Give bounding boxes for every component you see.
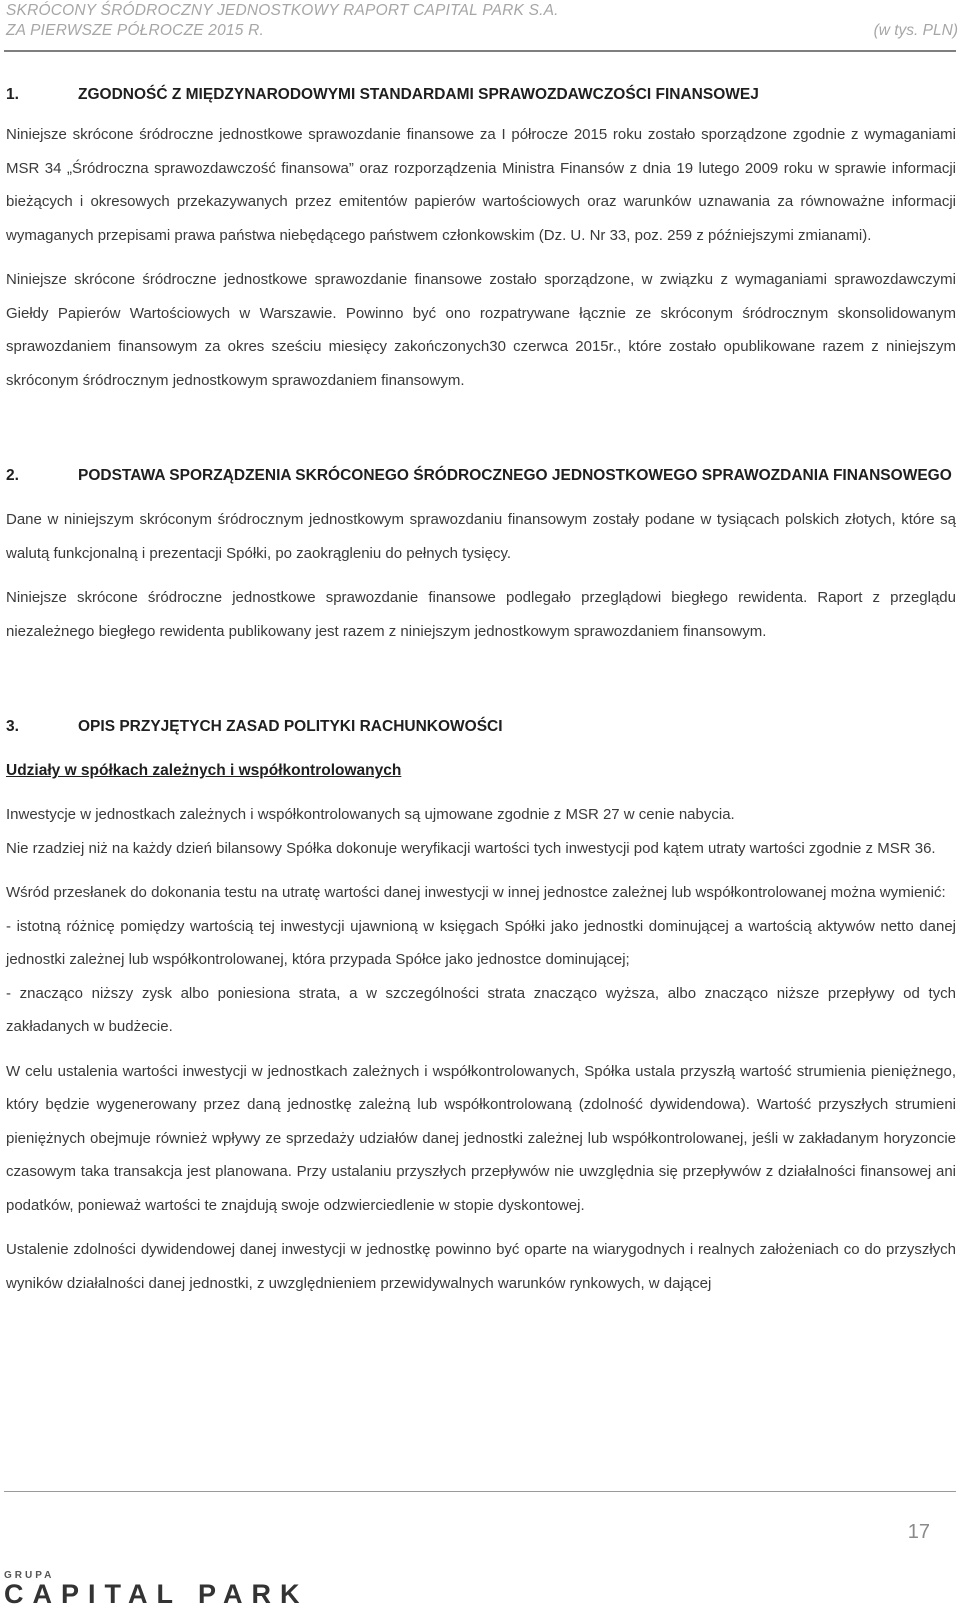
section-1-title: ZGODNOŚĆ Z MIĘDZYNARODOWYMI STANDARDAMI SPRAWOZDAWCZOŚCI FINANSOWEJ [78,86,759,103]
section-3-paragraph-5: Ustalenie zdolności dywidendowej danej inwestycji w jednostkę powinno być oparte na wiarygodnych i realnych założeniach co do przyszłych wyników działalności danej jednostki, z uwzględnieniem przewidywalnych warunków rynkowych, w dającej [6,1241,956,1292]
section-3-paragraph-2: Nie rzadziej niż na każdy dzień bilansowy Spółka dokonuje weryfikacji wartości tych inwestycji pod kątem utraty wartości zgodnie z MSR 36. [6,839,936,857]
section-3-bullet-2: - znacząco niższy zysk albo poniesiona strata, a w szczególności strata znacząco wyższa, albo znacząco niższe przepływy od tych zakładanych w budżecie. [6,984,956,1035]
section-3-paragraph-3: Wśród przesłanek do dokonania testu na utratę wartości danej inwestycji w innej jednostce zależnej lub współkontrolowanej można wymienić: [6,884,946,901]
section-2-paragraph-1: Dane w niniejszym skróconym śródrocznym jednostkowym sprawozdaniu finansowym zostały podane w tysiącach polskich złotych, które są walutą funkcjonalną i prezentacji Spółki, po zaokrągleniu do pełnych tysięcy. [6,511,956,562]
section-1-paragraph-2: Niniejsze skrócone śródroczne jednostkowe sprawozdanie finansowe zostało sporządzone, w związku z wymaganiami sprawozdawczymi Giełdy Papierów Wartościowych w Warszawie. Powinno być ono rozpatrywane łącznie ze skróconym śródrocznym skonsolidowanym sprawozdaniem finansowym za okres sześciu miesięcy zakończonych30 czerwca 2015r., które zostało opublikowane razem z niniejszym skróconym śródrocznym jednostkowym sprawozdaniem finansowym. [6,271,956,389]
section-1-number: 1. [6,86,19,103]
report-period: ZA PIERWSZE PÓŁROCZE 2015 R. [6,22,264,39]
header-divider [4,50,956,52]
page-number: 17 [907,1521,930,1543]
section-3-subheading: Udziały w spółkach zależnych i współkontrolowanych [6,762,402,779]
currency-unit: (w tys. PLN) [873,22,958,39]
company-logo [4,1570,309,1610]
report-title: SKRÓCONY ŚRÓDROCZNY JEDNOSTKOWY RAPORT CAPITAL PARK S.A. [6,2,559,19]
section-3-paragraph-4: W celu ustalenia wartości inwestycji w jednostkach zależnych i współkontrolowanych, Spółka ustala przyszłą wartość strumienia pieniężnego, który będzie wygenerowany przez daną jednostkę zależną lub współkontrolowaną (zdolność dywidendowa). Wartość przyszłych strumieni pieniężnych obejmuje również wpływy ze sprzedaży udziałów danej jednostki zależnej lub współkontrolowanej, jeśli w zakładanym horyzoncie czasowym taka transakcja jest planowana. Przy ustalaniu przyszłych przepływów nie uwzględnia się przepływów z działalności finansowej ani podatków, ponieważ wartości te znajdują swoje odzwierciedlenie w stopie dyskontowej. [6,1062,956,1214]
section-3-paragraph-1: Inwestycje w jednostkach zależnych i współkontrolowanych są ujmowane zgodnie z MSR 27 w cenie nabycia. [6,806,735,823]
section-1-heading [6,78,956,112]
section-2-heading [6,459,956,493]
section-3-bullet-1: - istotną różnicę pomiędzy wartością tej inwestycji ujawnioną w księgach Spółki jako jednostki dominującej a wartością aktywów netto danej jednostki zależnej lub współkontrolowanej, która przypada Spółce jako jednostce dominującej; [6,917,956,968]
section-3-title: OPIS PRZYJĘTYCH ZASAD POLITYKI RACHUNKOWOŚCI [78,718,503,735]
section-1-paragraph-1: Niniejsze skrócone śródroczne jednostkowe sprawozdanie finansowe za I półrocze 2015 roku zostało sporządzone zgodnie z wymaganiami MSR 34 „Śródroczna sprawozdawczość finansowa” oraz rozporządzenia Ministra Finansów z dnia 19 lutego 2009 roku w sprawie informacji bieżących i okresowych przekazywanych przez emitentów papierów wartościowych oraz warunków uznawania za równoważne informacji wymaganych przepisami prawa państwa niebędącego państwem członkowskim (Dz. U. Nr 33, poz. 259 z późniejszymi zmianami). [6,126,956,244]
section-2-paragraph-2: Niniejsze skrócone śródroczne jednostkowe sprawozdanie finansowe podlegało przeglądowi biegłego rewidenta. Raport z przeglądu niezależnego biegłego rewidenta publikowany jest razem z niniejszym jednostkowym sprawozdaniem finansowym. [6,589,956,640]
document-body [6,78,956,1300]
section-3-heading [6,710,956,744]
section-2-number: 2. [6,467,19,484]
logo-grupa-text: GRUPA [4,1570,55,1581]
section-2-title: PODSTAWA SPORZĄDZENIA SKRÓCONEGO ŚRÓDROCZNEGO JEDNOSTKOWEGO SPRAWOZDANIA FINANSOWEGO [78,467,952,484]
footer-divider [4,1491,956,1492]
logo-brand-text: CAPITAL PARK [4,1579,309,1609]
section-3-number: 3. [6,718,19,735]
